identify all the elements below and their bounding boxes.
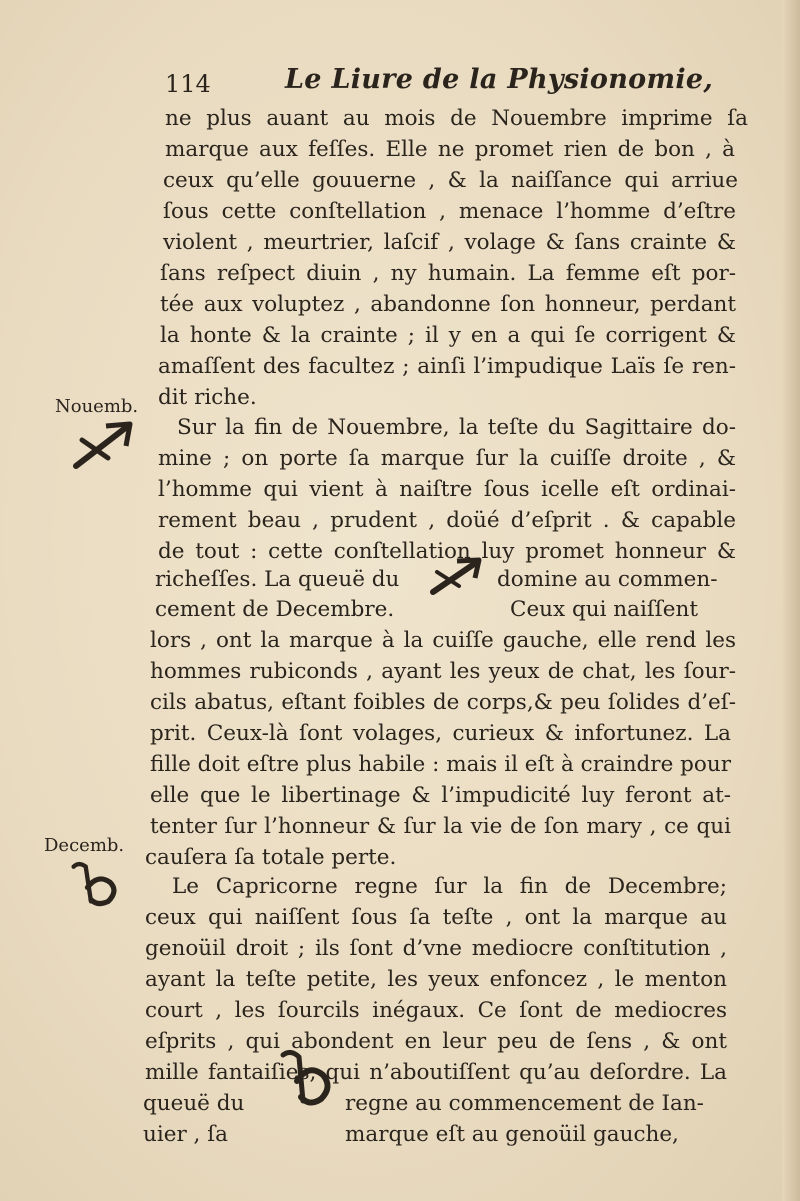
text-line: cauſera ſa totale perte. xyxy=(145,845,397,870)
text-line: court , les ſourcils inégaux. Ce ſont de mediocres xyxy=(145,998,727,1023)
text-line: eſprits , qui abondent en leur peu de ſens , & ont xyxy=(145,1029,727,1054)
text-line: amaſſent des facultez ; ainſi l’impudique Laïs ſe ren- xyxy=(158,354,736,379)
text-line: marque eſt au genoüil gauche, xyxy=(345,1122,679,1147)
text-line: elle que le libertinage & l’impudicité luy feront at- xyxy=(150,783,731,808)
text-line: tenter ſur l’honneur & ſur la vie de ſon mary , ce qui xyxy=(150,814,731,839)
page-gutter-shadow xyxy=(782,0,800,1201)
text-line: mille fantaiſies, qui n’aboutiſſent qu’au deſordre. La xyxy=(145,1060,727,1085)
text-line: lors , ont la marque à la cuiſſe gauche, elle rend les xyxy=(150,628,736,653)
margin-note-december: Decemb. xyxy=(44,835,125,856)
text-line: prit. Ceux-là ſont volages, curieux & infortunez. La xyxy=(150,721,731,746)
text-line: ceux qu’elle gouuerne , & la naiſſance qui arriue xyxy=(163,168,738,193)
text-line: ayant la teſte petite, les yeux enfoncez , le menton xyxy=(145,967,727,992)
text-line: ne plus auant au mois de Nouembre imprime ſa xyxy=(165,106,748,131)
running-title: Le Liure de la Physionomie, xyxy=(285,64,714,95)
text-line: dit riche. xyxy=(158,385,257,410)
text-line: hommes rubiconds , ayant les yeux de chat, les ſour- xyxy=(150,659,736,684)
text-line: cils abatus, eſtant foibles de corps,& peu ſolides d’eſ- xyxy=(150,690,736,715)
text-line: uier , ſa xyxy=(143,1122,229,1147)
text-line: Ceux qui naiſſent xyxy=(510,597,698,622)
text-line: fille doit eſtre plus habile : mais il eſt à craindre pour xyxy=(150,752,731,777)
text-line: de tout : cette conſtellation luy promet honneur & xyxy=(158,539,736,564)
text-line: rement beau , prudent , doüé d’eſprit . & capable xyxy=(158,508,736,533)
capricorn-sign-icon xyxy=(62,858,132,910)
text-line: Le Capricorne regne ſur la fin de Decembre; xyxy=(172,874,727,899)
text-line: Sur la fin de Nouembre, la teſte du Sagittaire do- xyxy=(177,415,736,440)
text-line: queuë du xyxy=(143,1091,245,1116)
text-line: ceux qui naiſſent ſous ſa teſte , ont la marque au xyxy=(145,905,727,930)
text-line: tée aux voluptez , abandonne ſon honneur, perdant xyxy=(160,292,736,317)
margin-note-november: Nouemb. xyxy=(55,396,139,417)
text-line: genoüil droit ; ils ſont d’vne mediocre conſtitution , xyxy=(145,936,727,961)
text-line: violent , meurtrier, laſcif , volage & ſans crainte & xyxy=(163,230,736,255)
page-header xyxy=(165,62,714,102)
text-line: la honte & la crainte ; il y en a qui ſe corrigent & xyxy=(160,323,736,348)
text-line: richeſſes. La queuë du xyxy=(155,567,400,592)
sagittarius-sign-icon xyxy=(68,420,138,472)
page-number: 114 xyxy=(165,70,211,98)
text-line: mine ; on porte ſa marque ſur la cuiſſe droite , & xyxy=(158,446,736,471)
text-line: l’homme qui vient à naiſtre ſous icelle eſt ordinai- xyxy=(158,477,736,502)
text-line: ſans reſpect diuin , ny humain. La femme eſt por- xyxy=(160,261,736,286)
text-line: cement de Decembre. xyxy=(155,597,395,622)
text-line: domine au commen- xyxy=(497,567,718,592)
text-line: regne au commencement de Ian- xyxy=(345,1091,704,1116)
text-line: ſous cette conſtellation , menace l’homme d’eſtre xyxy=(163,199,736,224)
text-line: marque aux feſſes. Elle ne promet rien de bon , à xyxy=(165,137,735,162)
